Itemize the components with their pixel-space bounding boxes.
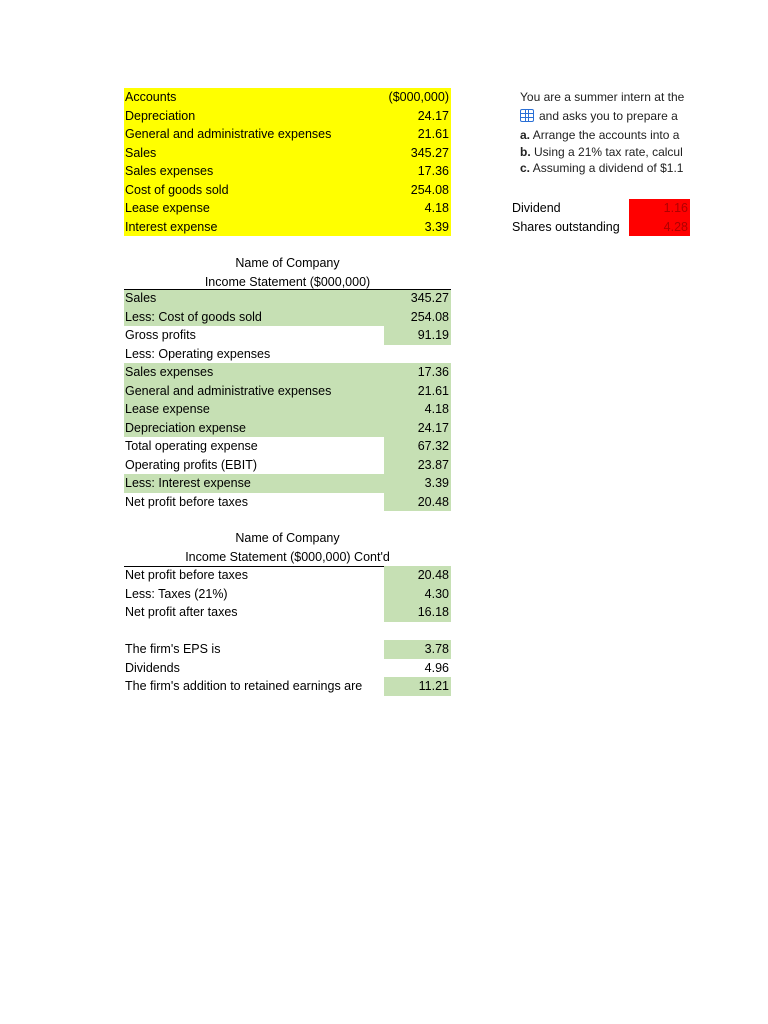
is-label[interactable]: Gross profits [125,328,196,342]
company-name-cont[interactable]: Name of Company [235,531,340,545]
isc-row-taxes [0,585,768,604]
statement-title[interactable]: Income Statement ($000,000) [204,274,371,289]
table-grid-icon[interactable] [520,109,534,122]
is-row-sales [0,289,768,308]
is-row-ebit [0,456,768,475]
is-value[interactable]: 21.61 [417,383,449,398]
summary-row-eps [0,640,768,659]
is-row-cogs [0,308,768,327]
accounts-header-unit[interactable]: ($000,000) [388,90,449,104]
isc-label[interactable]: Net profit after taxes [125,605,238,619]
is-row-npbt [0,493,768,512]
isc-value[interactable]: 16.18 [384,603,451,622]
problem-c-text: Assuming a dividend of $1.1 [530,161,684,175]
account-label[interactable]: Sales [125,145,157,160]
summary-value[interactable]: 11.21 [384,677,451,696]
summary-value[interactable]: 4.96 [424,660,449,675]
problem-line-a [520,128,688,142]
is-row-total-opex [0,437,768,456]
shares-value[interactable]: 4.28 [629,218,690,237]
summary-label[interactable]: The firm's addition to retained earnings are [125,679,363,693]
account-value[interactable]: 21.61 [417,127,449,141]
is-label[interactable]: Lease expense [125,402,210,416]
account-label[interactable]: General and administrative expenses [125,127,332,141]
problem-line-c [520,161,688,175]
is-value[interactable]: 3.39 [384,474,451,494]
problem-c-marker: c. [520,161,531,175]
account-value[interactable]: 254.08 [410,182,449,197]
problem-line-b [520,145,688,159]
shares-label[interactable]: Shares outstanding [512,219,620,234]
dividend-value[interactable]: 1.16 [629,199,690,218]
summary-label[interactable]: Dividends [125,660,180,675]
is-value[interactable]: 20.48 [384,493,451,512]
dividend-label[interactable]: Dividend [512,201,561,215]
is-row-depr [0,419,768,438]
account-value[interactable]: 345.27 [410,145,449,160]
problem-a-marker: a. [520,128,531,142]
is-label[interactable]: Operating profits (EBIT) [125,457,257,472]
is-row-lease [0,400,768,419]
is-row-sales-exp [0,363,768,382]
account-label[interactable]: Lease expense [125,201,210,215]
company-name[interactable]: Name of Company [235,256,340,270]
account-value[interactable]: 24.17 [417,108,449,123]
shares-row [512,218,690,237]
isc-value[interactable]: 4.30 [384,585,451,605]
isc-value[interactable]: 20.48 [384,566,451,585]
isc-label[interactable]: Less: Taxes (21%) [125,586,228,601]
account-value[interactable]: 3.39 [424,219,449,234]
problem-b-marker: b. [520,145,531,159]
is-label[interactable]: General and administrative expenses [125,383,332,398]
isc-row-npbt [0,566,768,585]
problem-b-text: Using a 21% tax rate, calcul [530,145,683,159]
is-value[interactable]: 24.17 [384,419,451,439]
is-label[interactable]: Sales [125,291,157,305]
account-label[interactable]: Depreciation [125,108,196,123]
account-value[interactable]: 17.36 [417,164,449,178]
is-label[interactable]: Net profit before taxes [125,494,248,509]
is-value[interactable]: 254.08 [384,308,451,328]
account-value[interactable]: 4.18 [424,201,449,215]
statement-title-cont[interactable]: Income Statement ($000,000) Cont'd [124,548,451,568]
is-label[interactable]: Less: Operating expenses [125,346,271,361]
is-label[interactable]: Sales expenses [125,365,214,379]
summary-value[interactable]: 3.78 [384,640,451,659]
summary-row-dividends [0,659,768,678]
summary-label[interactable]: The firm's EPS is [125,642,221,656]
is-row-gross [0,326,768,345]
account-label[interactable]: Sales expenses [125,164,214,178]
is-label[interactable]: Less: Interest expense [125,476,251,490]
isc-row-npat [0,603,768,622]
problem-line-1: You are a summer intern at the [520,90,685,104]
isc-label[interactable]: Net profit before taxes [125,568,248,582]
is-value[interactable]: 23.87 [384,456,451,475]
problem-line-2 [520,109,688,123]
is-value[interactable]: 345.27 [410,291,449,305]
dividend-row [512,199,690,218]
is-row-ga [0,382,768,401]
is-row-interest [0,474,768,493]
is-value[interactable]: 91.19 [384,326,451,345]
accounts-header-label[interactable]: Accounts [125,90,177,104]
is-row-opex-header [0,345,768,364]
is-value[interactable]: 67.32 [384,437,451,457]
is-label[interactable]: Depreciation expense [125,420,246,435]
is-label[interactable]: Total operating expense [125,439,258,453]
problem-line-2-text: and asks you to prepare a [539,109,678,123]
is-label[interactable]: Less: Cost of goods sold [125,309,262,324]
is-value[interactable]: 17.36 [417,365,449,379]
is-value[interactable]: 4.18 [424,402,449,416]
account-label[interactable]: Interest expense [125,219,218,234]
account-label[interactable]: Cost of goods sold [125,182,229,197]
summary-row-retained [0,677,768,696]
problem-a-text: Arrange the accounts into a [530,128,680,142]
